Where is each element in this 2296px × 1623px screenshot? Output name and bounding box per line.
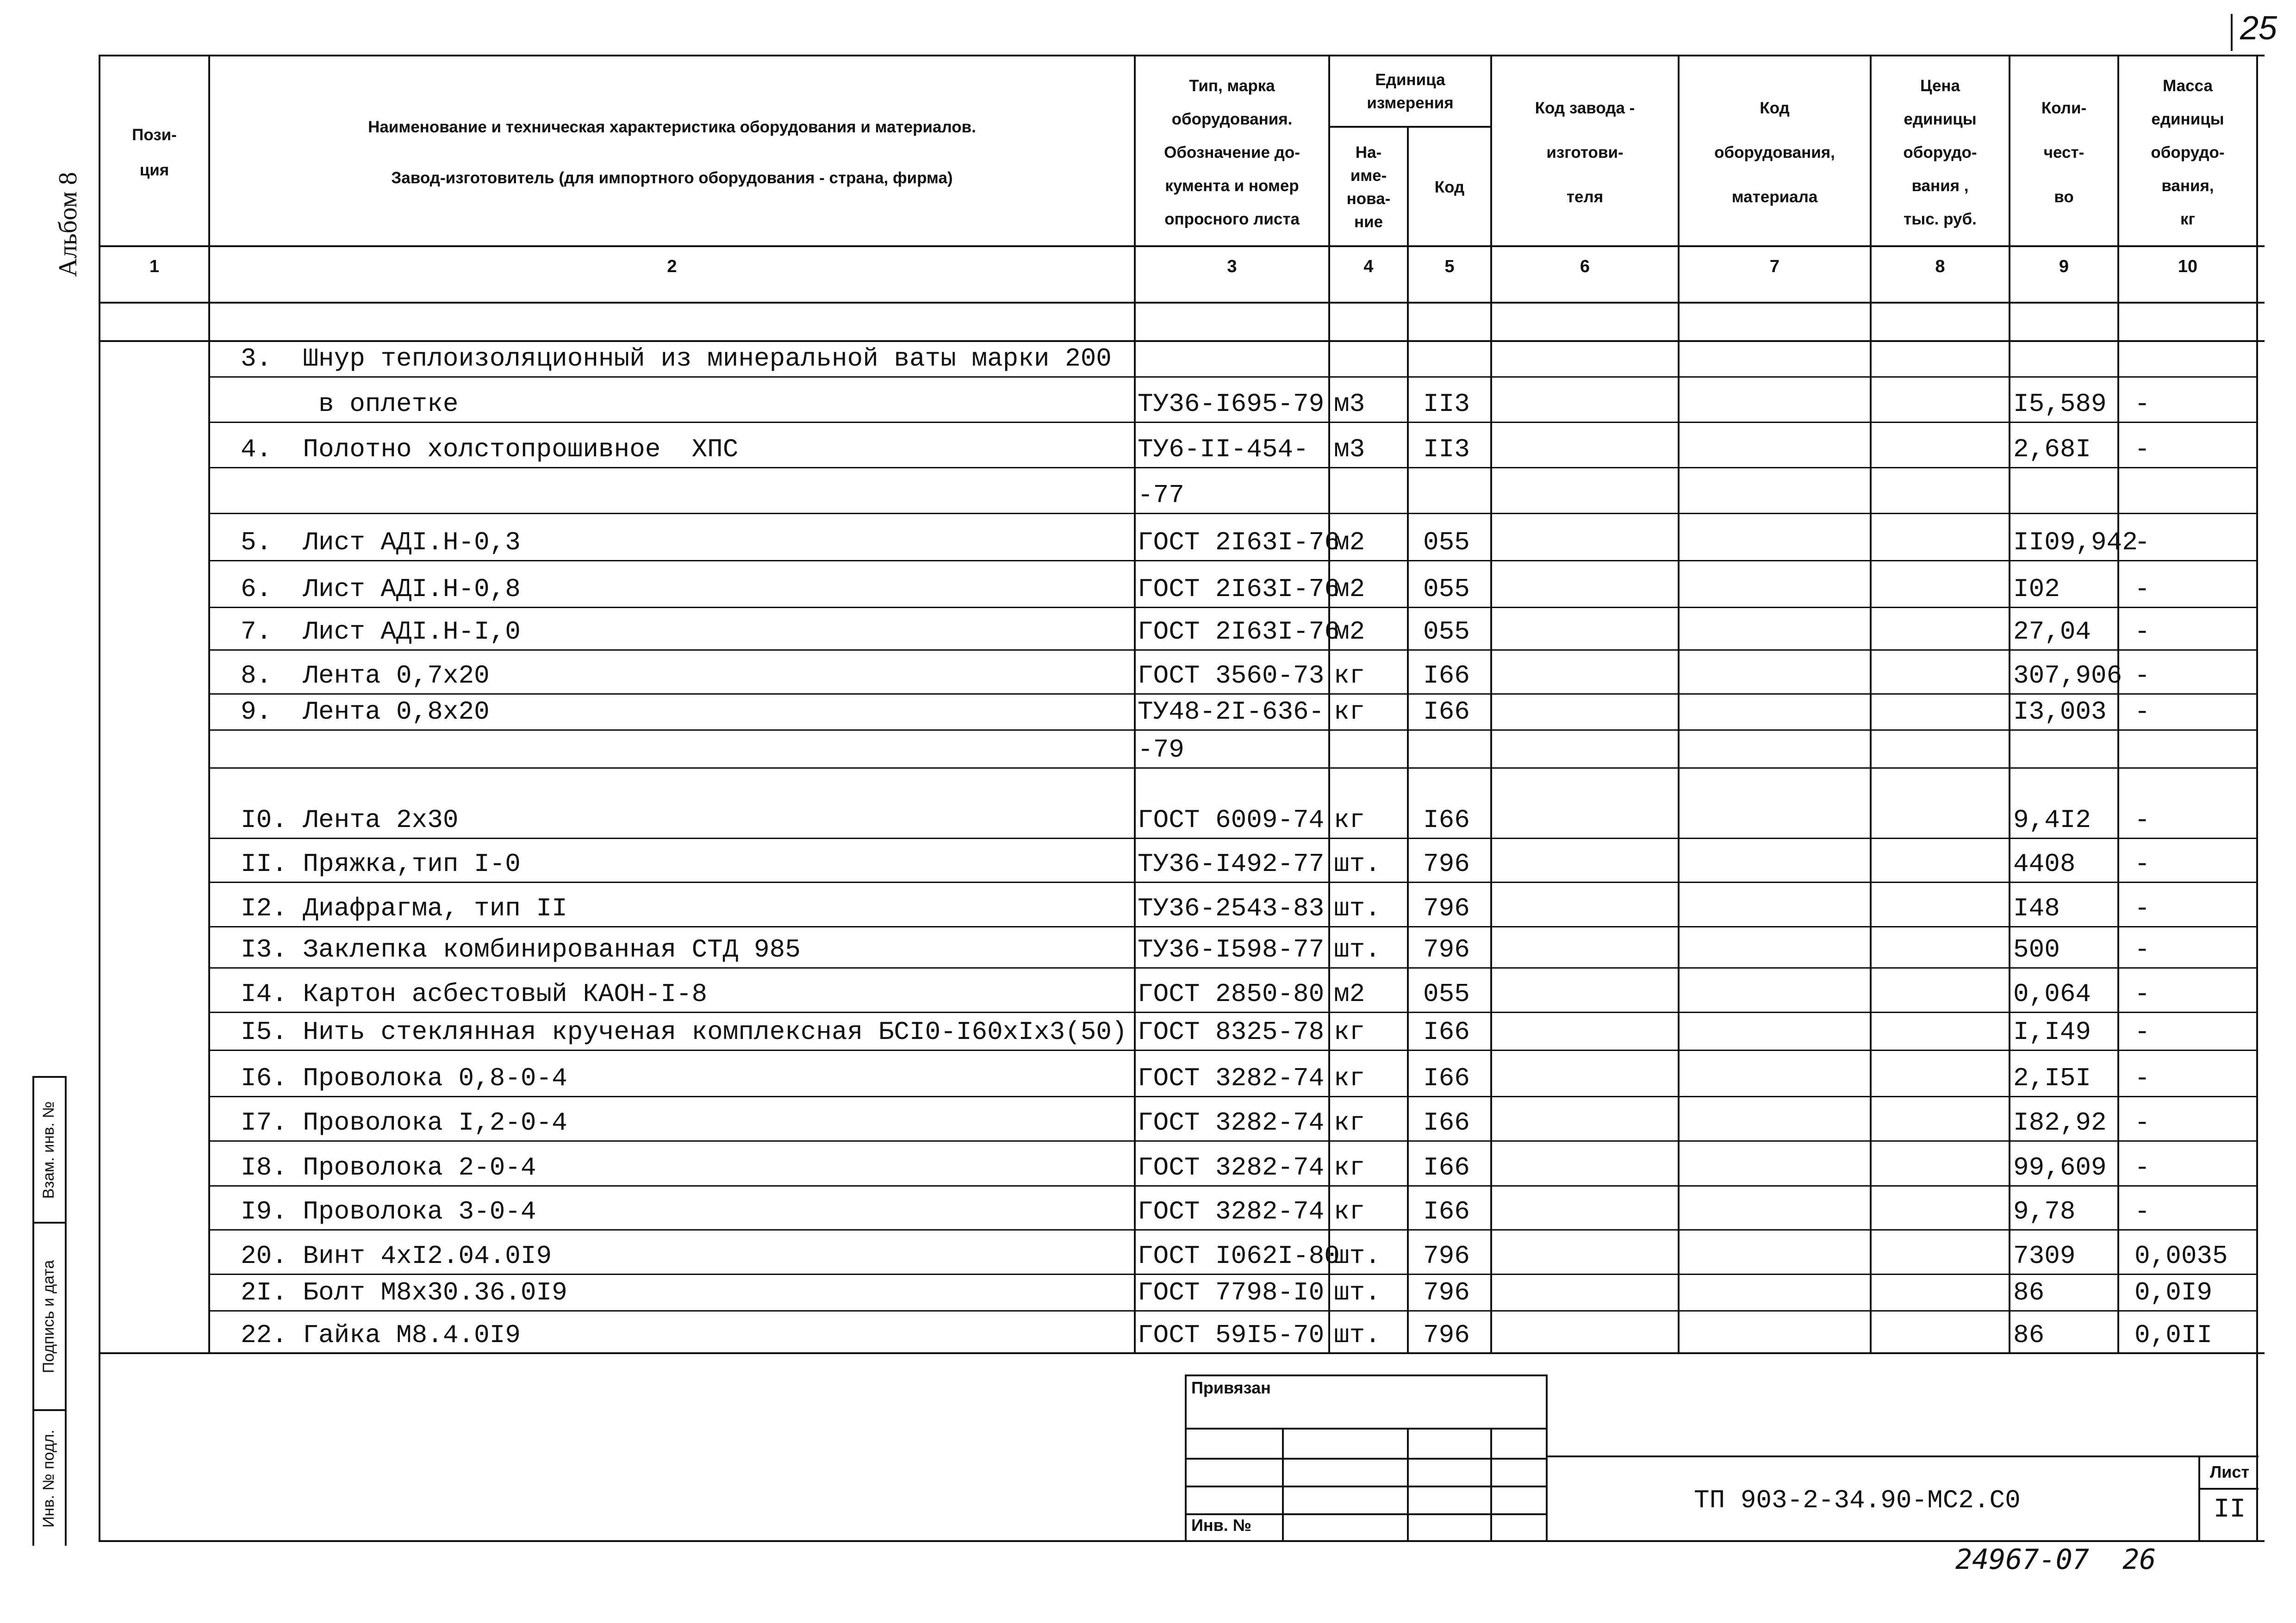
stamp-sheet-number: II	[2213, 1495, 2246, 1525]
row-6-code: 055	[1423, 574, 1470, 604]
row-9-unit: кг	[1334, 697, 1365, 727]
frame-right	[2256, 55, 2258, 1541]
row-14-doc: ТУ36-I598-77	[1138, 935, 1325, 964]
row-line	[208, 649, 2256, 651]
row-20-doc: ГОСТ 3282-74	[1138, 1197, 1325, 1226]
row-16-unit: кг	[1334, 1017, 1365, 1047]
col-line-8	[2009, 55, 2010, 1353]
row-line	[208, 729, 2256, 731]
row-22-qty: 86	[2013, 1278, 2045, 1307]
row-16-mass: -	[2134, 1017, 2150, 1047]
stamp-designation: ТП 903-2-34.90-МС2.С0	[1694, 1486, 2021, 1515]
row-19-unit: кг	[1334, 1153, 1365, 1182]
row-23-qty: 86	[2013, 1320, 2045, 1350]
row-5-name: 5. Лист АДI.Н-0,3	[241, 528, 521, 557]
col-line-2	[1134, 55, 1136, 1353]
row-line	[208, 422, 2256, 423]
row-7-mass: -	[2134, 617, 2150, 647]
row-16-name: I5. Нить стеклянная крученая комплексная БСI0-I60хIх3(50)	[241, 1017, 1127, 1047]
row-4-doc: -77	[1138, 480, 1184, 510]
row-8-unit: кг	[1334, 661, 1365, 690]
row-21-doc: ГОСТ I062I-80	[1138, 1241, 1340, 1271]
album-label: Альбом 8	[54, 172, 82, 277]
row-line	[208, 1140, 2256, 1142]
header-type: Тип, марка оборудования. Обозначение до- кумента и номер опросного листа	[1164, 77, 1300, 228]
row-17-name: I6. Проволока 0,8-0-4	[241, 1063, 567, 1093]
row-18-unit: кг	[1334, 1108, 1365, 1138]
row-1-name: 3. Шнур теплоизоляционный из минеральной ваты марки 200	[241, 344, 1112, 373]
stamp-inv-no: Инв. №	[1191, 1516, 1251, 1535]
row-line	[208, 767, 2256, 769]
row-18-code: I66	[1423, 1108, 1470, 1138]
row-22-code: 796	[1423, 1278, 1470, 1307]
row-22-doc: ГОСТ 7798-I0	[1138, 1278, 1325, 1307]
header-plant-code: Код завода - изготови- теля	[1535, 99, 1635, 206]
row-5-mass: -	[2134, 528, 2150, 557]
header-unit-group: Единица измерения	[1367, 70, 1454, 112]
row-3-code: II3	[1423, 435, 1470, 464]
side-stamp-vzam: Взам. инв. №	[40, 1101, 57, 1199]
row-9-doc: ТУ48-2I-636-	[1138, 697, 1325, 727]
row-22-name: 2I. Болт М8х30.36.0I9	[241, 1278, 567, 1307]
colnum-9: 9	[2059, 257, 2069, 276]
row-21-code: 796	[1423, 1241, 1470, 1271]
row-14-mass: -	[2134, 935, 2150, 964]
row-18-qty: I82,92	[2013, 1108, 2107, 1138]
row-2-doc: ТУ36-I695-79	[1138, 389, 1325, 419]
row-11-unit: кг	[1334, 805, 1365, 835]
header-unit-name: На- име- нова- ние	[1346, 143, 1391, 231]
row-16-code: I66	[1423, 1017, 1470, 1047]
row-7-unit: м2	[1334, 617, 1365, 647]
row-15-qty: 0,064	[2013, 979, 2091, 1009]
col-line-9	[2117, 55, 2119, 1353]
row-5-qty: II09,942	[2013, 528, 2138, 557]
row-8-mass: -	[2134, 661, 2150, 690]
col-line-7	[1870, 55, 1872, 1353]
row-22-unit: шт.	[1334, 1278, 1381, 1307]
row-2-unit: м3	[1334, 389, 1365, 419]
row-12-mass: -	[2134, 849, 2150, 879]
row-6-qty: I02	[2013, 574, 2060, 604]
row-line	[208, 882, 2256, 883]
row-line	[208, 467, 2256, 468]
row-14-unit: шт.	[1334, 935, 1381, 964]
row-line	[208, 513, 2256, 514]
row-2-qty: I5,589	[2013, 389, 2107, 419]
colnum-7: 7	[1769, 257, 1780, 276]
row-17-qty: 2,I5I	[2013, 1063, 2091, 1093]
empty-row-line	[99, 340, 2265, 342]
colnum-5: 5	[1444, 257, 1455, 276]
row-line	[208, 1274, 2256, 1275]
row-3-unit: м3	[1334, 435, 1365, 464]
header-equipment-code: Код оборудования, материала	[1714, 99, 1835, 206]
row-6-doc: ГОСТ 2I63I-76	[1138, 574, 1340, 604]
col-line-6	[1678, 55, 1680, 1353]
corner-mark	[2231, 14, 2233, 51]
row-line	[208, 1050, 2256, 1051]
row-23-mass: 0,0II	[2134, 1320, 2213, 1350]
row-23-doc: ГОСТ 59I5-70	[1138, 1320, 1325, 1350]
row-15-doc: ГОСТ 2850-80	[1138, 979, 1325, 1009]
row-8-code: I66	[1423, 661, 1470, 690]
header-position: Пози- ция	[132, 126, 177, 179]
row-9-mass: -	[2134, 697, 2150, 727]
col-line-1	[208, 55, 210, 1353]
colnum-10: 10	[2178, 257, 2198, 276]
side-stamp-inv-podl: Инв. № подл.	[40, 1430, 57, 1528]
row-8-qty: 307,906	[2013, 661, 2122, 690]
stamp-sheet-label: Лист	[2209, 1462, 2250, 1481]
row-23-code: 796	[1423, 1320, 1470, 1350]
row-11-qty: 9,4I2	[2013, 805, 2091, 835]
row-17-unit: кг	[1334, 1063, 1365, 1093]
row-20-code: I66	[1423, 1197, 1470, 1226]
row-13-mass: -	[2134, 894, 2150, 923]
row-2-name: в оплетке	[241, 389, 459, 419]
units-subheader-line	[1328, 126, 1490, 128]
row-19-doc: ГОСТ 3282-74	[1138, 1153, 1325, 1182]
row-19-code: I66	[1423, 1153, 1470, 1182]
row-line	[208, 838, 2256, 839]
row-7-name: 7. Лист АДI.Н-I,0	[241, 617, 521, 647]
row-3-name: 4. Полотно холстопрошивное ХПС	[241, 435, 739, 464]
row-5-doc: ГОСТ 2I63I-76	[1138, 528, 1340, 557]
row-line	[208, 1353, 2256, 1354]
side-stamp-podpis: Подпись и дата	[40, 1260, 57, 1374]
row-7-doc: ГОСТ 2I63I-76	[1138, 617, 1340, 647]
row-line	[208, 376, 2256, 378]
row-14-code: 796	[1423, 935, 1470, 964]
row-15-code: 055	[1423, 979, 1470, 1009]
row-11-code: I66	[1423, 805, 1470, 835]
row-9-code: I66	[1423, 697, 1470, 727]
header-unit-price: Цена единицы оборудо- вания , тыс. руб.	[1903, 77, 1977, 228]
row-16-qty: I,I49	[2013, 1017, 2091, 1047]
row-17-code: I66	[1423, 1063, 1470, 1093]
row-19-qty: 99,609	[2013, 1153, 2107, 1182]
row-line	[208, 926, 2256, 927]
row-line	[208, 1185, 2256, 1187]
row-6-unit: м2	[1334, 574, 1365, 604]
row-12-name: II. Пряжка,тип I-0	[241, 849, 521, 879]
row-9-qty: I3,003	[2013, 697, 2107, 727]
row-18-mass: -	[2134, 1108, 2150, 1138]
numrow-bottom	[99, 302, 2265, 304]
row-15-name: I4. Картон асбестовый КАОН-I-8	[241, 979, 708, 1009]
row-2-code: II3	[1423, 389, 1470, 419]
row-line	[208, 1229, 2256, 1231]
row-18-name: I7. Проволока I,2-0-4	[241, 1108, 567, 1138]
row-13-doc: ТУ36-2543-83	[1138, 894, 1325, 923]
row-12-qty: 4408	[2013, 849, 2076, 879]
row-21-name: 20. Винт 4хI2.04.0I9	[241, 1241, 552, 1271]
row-9-name: 9. Лента 0,8х20	[241, 697, 490, 727]
row-12-doc: ТУ36-I492-77	[1138, 849, 1325, 879]
header-quantity: Коли- чест- во	[2041, 99, 2087, 206]
row-8-name: 8. Лента 0,7х20	[241, 661, 490, 690]
row-5-unit: м2	[1334, 528, 1365, 557]
row-15-unit: м2	[1334, 979, 1365, 1009]
header-bottom	[99, 245, 2265, 247]
row-21-mass: 0,0035	[2134, 1241, 2228, 1271]
row-line	[208, 560, 2256, 561]
row-12-code: 796	[1423, 849, 1470, 879]
header-name: Наименование и техническая характеристика оборудования и материалов. Завод-изготовитель (для импортного оборудования - страна, фирма)	[368, 118, 976, 187]
row-15-mass: -	[2134, 979, 2150, 1009]
row-10-doc: -79	[1138, 735, 1184, 765]
row-13-qty: I48	[2013, 894, 2060, 923]
row-11-doc: ГОСТ 6009-74	[1138, 805, 1325, 835]
row-13-name: I2. Диафрагма, тип II	[241, 894, 567, 923]
row-line	[208, 967, 2256, 969]
row-13-unit: шт.	[1334, 894, 1381, 923]
stamp-privyazan: Привязан	[1191, 1378, 1271, 1397]
row-3-mass: -	[2134, 435, 2150, 464]
row-5-code: 055	[1423, 528, 1470, 557]
row-11-mass: -	[2134, 805, 2150, 835]
row-2-mass: -	[2134, 389, 2150, 419]
colnum-1: 1	[149, 257, 160, 276]
row-19-mass: -	[2134, 1153, 2150, 1182]
row-20-name: I9. Проволока 3-0-4	[241, 1197, 536, 1226]
row-20-qty: 9,78	[2013, 1197, 2076, 1226]
page-corner-number: 25	[2240, 10, 2277, 47]
row-16-doc: ГОСТ 8325-78	[1138, 1017, 1325, 1047]
row-6-name: 6. Лист АДI.Н-0,8	[241, 574, 521, 604]
row-line	[208, 1096, 2256, 1097]
row-23-name: 22. Гайка М8.4.0I9	[241, 1320, 521, 1350]
row-6-mass: -	[2134, 574, 2150, 604]
colnum-2: 2	[667, 257, 677, 276]
row-20-unit: кг	[1334, 1197, 1365, 1226]
row-18-doc: ГОСТ 3282-74	[1138, 1108, 1325, 1138]
row-21-qty: 7309	[2013, 1241, 2076, 1271]
row-19-name: I8. Проволока 2-0-4	[241, 1153, 536, 1182]
row-3-qty: 2,68I	[2013, 435, 2091, 464]
frame-top	[99, 55, 2265, 56]
col-line-3	[1328, 55, 1330, 1353]
header-unit-mass: Масса единицы оборудо- вания, кг	[2151, 77, 2225, 228]
col-line-5	[1490, 55, 1492, 1353]
frame-left	[99, 55, 100, 1541]
row-14-qty: 500	[2013, 935, 2060, 964]
colnum-3: 3	[1227, 257, 1237, 276]
title-block	[1185, 1374, 2259, 1541]
row-11-name: I0. Лента 2х30	[241, 805, 459, 835]
row-20-mass: -	[2134, 1197, 2150, 1226]
header-unit-code: Код	[1434, 178, 1465, 196]
row-8-doc: ГОСТ 3560-73	[1138, 661, 1325, 690]
row-22-mass: 0,0I9	[2134, 1278, 2213, 1307]
col-line-4	[1407, 126, 1409, 1353]
row-23-unit: шт.	[1334, 1320, 1381, 1350]
row-21-unit: шт.	[1334, 1241, 1381, 1271]
side-stamp	[32, 1076, 101, 1546]
row-line	[208, 607, 2256, 608]
row-13-code: 796	[1423, 894, 1470, 923]
row-7-code: 055	[1423, 617, 1470, 647]
row-17-doc: ГОСТ 3282-74	[1138, 1063, 1325, 1093]
row-3-doc: ТУ6-II-454-	[1138, 435, 1309, 464]
row-line	[208, 1012, 2256, 1013]
colnum-8: 8	[1935, 257, 1945, 276]
row-7-qty: 27,04	[2013, 617, 2091, 647]
row-14-name: I3. Заклепка комбинированная СТД 985	[241, 935, 801, 964]
row-line	[208, 1310, 2256, 1312]
colnum-6: 6	[1580, 257, 1590, 276]
footer-number: 24967-07 26	[1955, 1543, 2156, 1576]
row-12-unit: шт.	[1334, 849, 1381, 879]
colnum-4: 4	[1363, 257, 1374, 276]
row-17-mass: -	[2134, 1063, 2150, 1093]
row-line	[208, 693, 2256, 695]
